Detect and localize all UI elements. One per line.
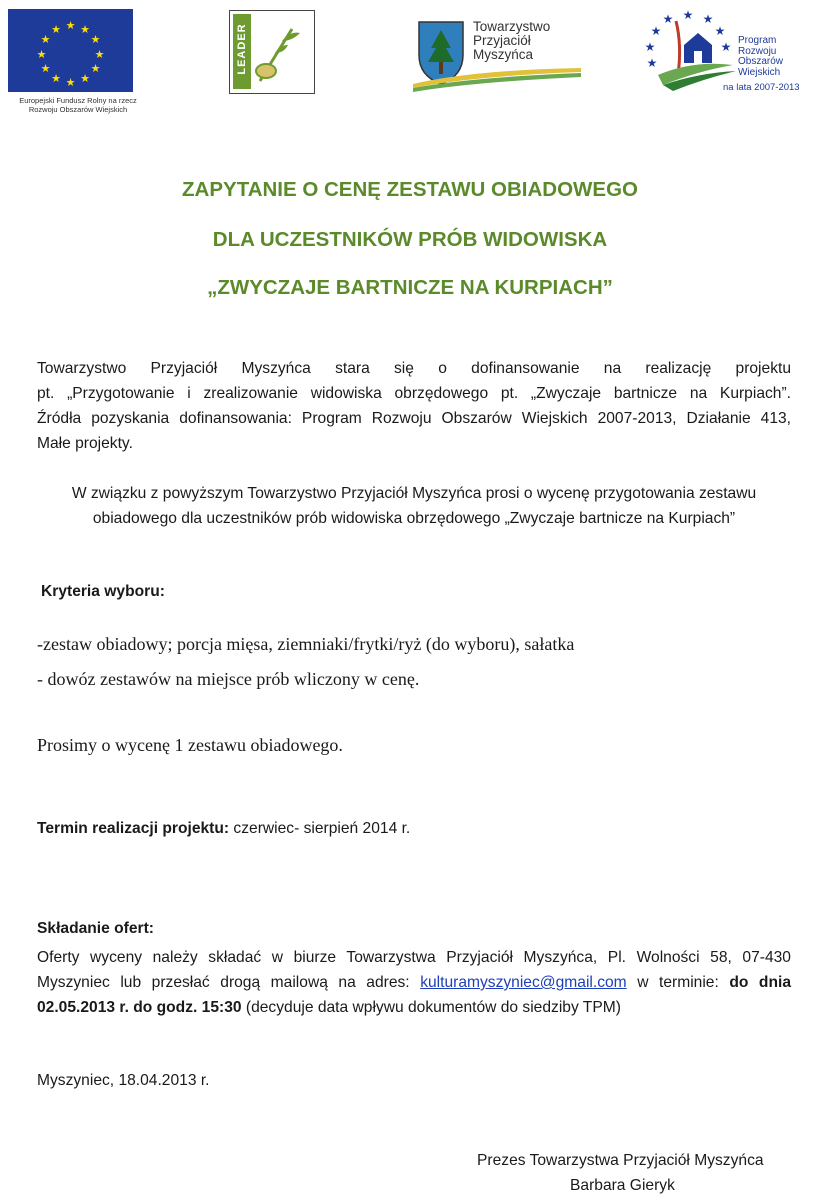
intro-line-3: Źródła pozyskania dofinansowania: Program Rozwoju Obszarów Wiejskich 2007-2013, Działanie 413, [37, 410, 791, 427]
svg-text:★: ★ [644, 40, 656, 54]
prow-name-line2: Rozwoju [738, 45, 777, 57]
signature-name: Barbara Gieryk [570, 1177, 675, 1194]
tpm-name-line3: Myszyńca [473, 47, 534, 62]
offers-heading: Składanie ofert: [37, 920, 154, 937]
prow-name-line3: Obszarów [738, 56, 784, 67]
signature-block [477, 1148, 777, 1198]
eu-caption [8, 96, 148, 114]
svg-text:★: ★ [90, 33, 101, 46]
request-line-2: obiadowego dla uczestników prób widowiska obrzędowego „Zwyczaje bartnicze na Kurpiach” [92, 510, 736, 527]
intro-line-4: Małe projekty. [37, 435, 133, 452]
svg-text:★: ★ [94, 48, 105, 61]
eu-stars-icon [8, 9, 133, 92]
offers-line-2-text: Myszyniec lub przesłać drogą mailową na adres: [37, 974, 421, 991]
offers-paragraph [37, 945, 791, 1020]
request-paragraph [37, 481, 791, 531]
offers-line-2-mid: w terminie: [626, 974, 730, 991]
svg-text:★: ★ [40, 33, 51, 46]
email-link[interactable]: kulturamyszyniec@gmail.com [420, 974, 627, 991]
tpm-name-line1: Towarzystwo [473, 19, 551, 34]
svg-text:★: ★ [36, 48, 47, 61]
svg-text:★: ★ [80, 23, 90, 36]
leader-logo [229, 10, 315, 94]
svg-text:★: ★ [662, 12, 674, 26]
title-line-3: „ZWYCZAJE BARTNICZE NA KURPIACH” [207, 276, 613, 299]
title-line-1: ZAPYTANIE O CENĘ ZESTAWU OBIADOWEGO [182, 178, 638, 201]
prow-name-line1: Program [738, 35, 777, 46]
svg-text:★: ★ [714, 24, 726, 38]
offers-deadline: 02.05.2013 r. do godz. 15:30 [37, 999, 242, 1016]
title-line-2: DLA UCZESTNIKÓW PRÓB WIDOWISKA [212, 228, 608, 251]
prow-years: na lata 2007-2013 [723, 82, 800, 93]
criteria-heading: Kryteria wyboru: [41, 583, 165, 600]
svg-text:★: ★ [65, 76, 76, 89]
svg-text:★: ★ [51, 23, 61, 36]
term-value: czerwiec- sierpień 2014 r. [229, 820, 411, 837]
offers-line-1: Oferty wyceny należy składać w biurze Towarzystwa Przyjaciół Myszyńca, Pl. Wolności 58, 07-430 [37, 949, 791, 966]
eu-caption-line1: Europejski Fundusz Rolny na rzecz [19, 96, 137, 105]
place-date: Myszyniec, 18.04.2013 r. [37, 1072, 210, 1089]
svg-text:★: ★ [40, 62, 51, 75]
svg-text:★: ★ [720, 40, 732, 54]
svg-text:★: ★ [65, 19, 76, 32]
offers-line-2 [37, 970, 791, 995]
prow-name-line4: Wiejskich [738, 66, 781, 78]
criteria-item-1: -zestaw obiadowy; porcja mięsa, ziemniaki/frytki/ryż (do wyboru), sałatka [37, 634, 575, 654]
svg-text:★: ★ [682, 8, 694, 22]
prow-logo [638, 5, 818, 95]
criteria-item-2: - dowóz zestawów na miejsce prób wliczony w cenę. [37, 669, 420, 689]
svg-text:★: ★ [650, 24, 662, 38]
offers-line-3 [37, 995, 791, 1020]
eu-caption-line2: Rozwoju Obszarów Wiejskich [28, 105, 128, 114]
svg-text:★: ★ [702, 12, 714, 26]
svg-text:★: ★ [90, 62, 101, 75]
request-line-1: W związku z powyższym Towarzystwo Przyjaciół Myszyńca prosi o wycenę przygotowania zestawu [71, 485, 757, 502]
prow-name [738, 36, 783, 78]
leader-text: LEADER [236, 23, 248, 75]
svg-text:★: ★ [80, 72, 90, 85]
intro-paragraph [37, 356, 791, 456]
intro-line-1: Towarzystwo Przyjaciół Myszyńca stara się o dofinansowanie na realizację projektu [37, 360, 791, 377]
signature-title: Prezes Towarzystwa Przyjaciół Myszyńca [477, 1152, 764, 1169]
tpm-name [473, 20, 550, 62]
tpm-name-line2: Przyjaciół [473, 33, 531, 48]
offers-deadline-start: do dnia [729, 974, 791, 991]
svg-text:★: ★ [51, 72, 61, 85]
intro-line-2: pt. „Przygotowanie i zrealizowanie widowiska obrzędowego pt. „Zwyczaje bartnicze na Kurpiach”. [37, 385, 791, 402]
tpm-logo [413, 10, 583, 95]
eu-flag-logo [8, 9, 133, 92]
term-line [37, 820, 410, 838]
term-label: Termin realizacji projektu: [37, 820, 230, 837]
svg-text:★: ★ [646, 56, 658, 70]
criteria-note: Prosimy o wycenę 1 zestawu obiadowego. [37, 735, 343, 755]
offers-deadline-note: (decyduje data wpływu dokumentów do siedziby TPM) [241, 999, 621, 1016]
